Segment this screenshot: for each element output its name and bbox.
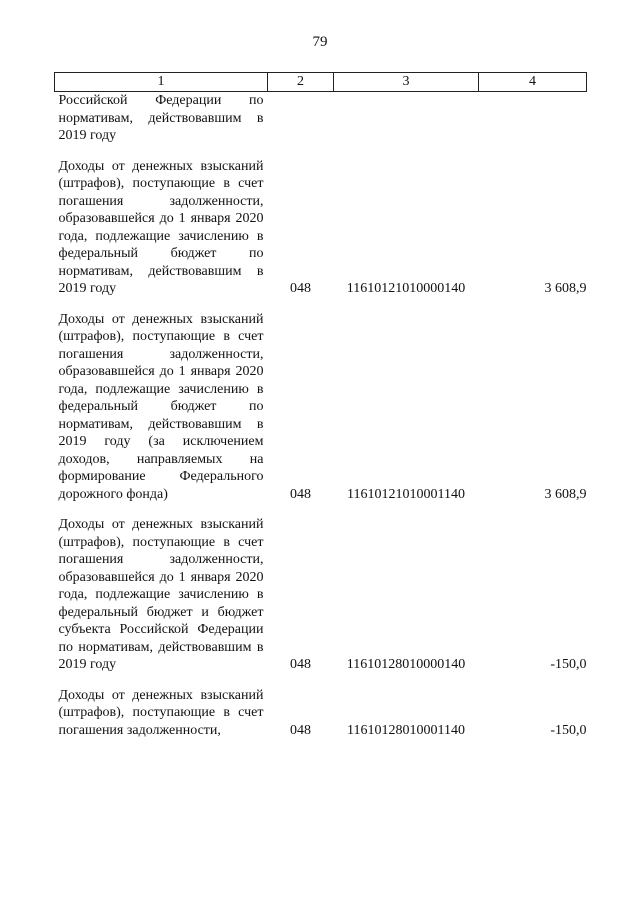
table-row (55, 311, 587, 504)
header-col-4: 4 (479, 73, 587, 92)
header-col-2: 2 (268, 73, 334, 92)
row-admin-code: 048 (290, 281, 311, 296)
row-spacer (55, 674, 587, 687)
row-amount (479, 92, 587, 145)
table-row (55, 516, 587, 674)
row-budget-code: 11610128010000140 (346, 657, 466, 672)
table-row (55, 158, 587, 298)
budget-table (54, 72, 587, 739)
row-spacer (55, 503, 587, 516)
table-row (55, 92, 587, 145)
row-budget-code: 11610121010000140 (346, 281, 466, 296)
table-header-row (55, 73, 587, 92)
row-description: Доходы от денежных взысканий (штрафов), поступающие в счет погашения задолженности, (58, 687, 264, 738)
row-budget-code: 11610121010001140 (347, 486, 465, 502)
row-spacer (55, 145, 587, 158)
table-row (55, 687, 587, 740)
row-budget-code (334, 92, 479, 145)
header-col-1: 1 (55, 73, 268, 92)
row-amount: -150,0 (550, 722, 587, 738)
page-number: 79 (312, 34, 328, 50)
row-admin-code: 048 (290, 657, 311, 672)
row-budget-code: 11610128010001140 (347, 722, 465, 738)
row-spacer (55, 298, 587, 311)
row-admin-code: 048 (290, 722, 311, 738)
row-amount: 3 608,9 (544, 486, 587, 502)
row-amount: -150,0 (550, 657, 587, 672)
row-admin-code (268, 92, 334, 145)
row-description: Доходы от денежных взысканий (штрафов), поступающие в счет погашения задолженности, образовавшейся до 1 января 2020 года, подлежащие зачислению в федеральный бюджет и бюджет субъекта Российской Федерации по нормативам, действовавшим в 2019 году (58, 517, 264, 672)
row-admin-code: 048 (290, 486, 311, 502)
row-description: Российской Федерации по нормативам, действовавшим в 2019 году (58, 93, 264, 143)
header-col-3: 3 (334, 73, 479, 92)
row-description: Доходы от денежных взысканий (штрафов), поступающие в счет погашения задолженности, образовавшейся до 1 января 2020 года, подлежащие зачислению в федеральный бюджет по нормативам, действовавшим в 2019 году (за исключением доходов, направляемых на формирование Федерального дорожного фонда) (58, 311, 264, 502)
row-amount: 3 608,9 (544, 281, 587, 296)
row-description: Доходы от денежных взысканий (штрафов), поступающие в счет погашения задолженности, образовавшейся до 1 января 2020 года, подлежащие зачислению в федеральный бюджет по нормативам, действовавшим в 2019 году (58, 158, 264, 296)
